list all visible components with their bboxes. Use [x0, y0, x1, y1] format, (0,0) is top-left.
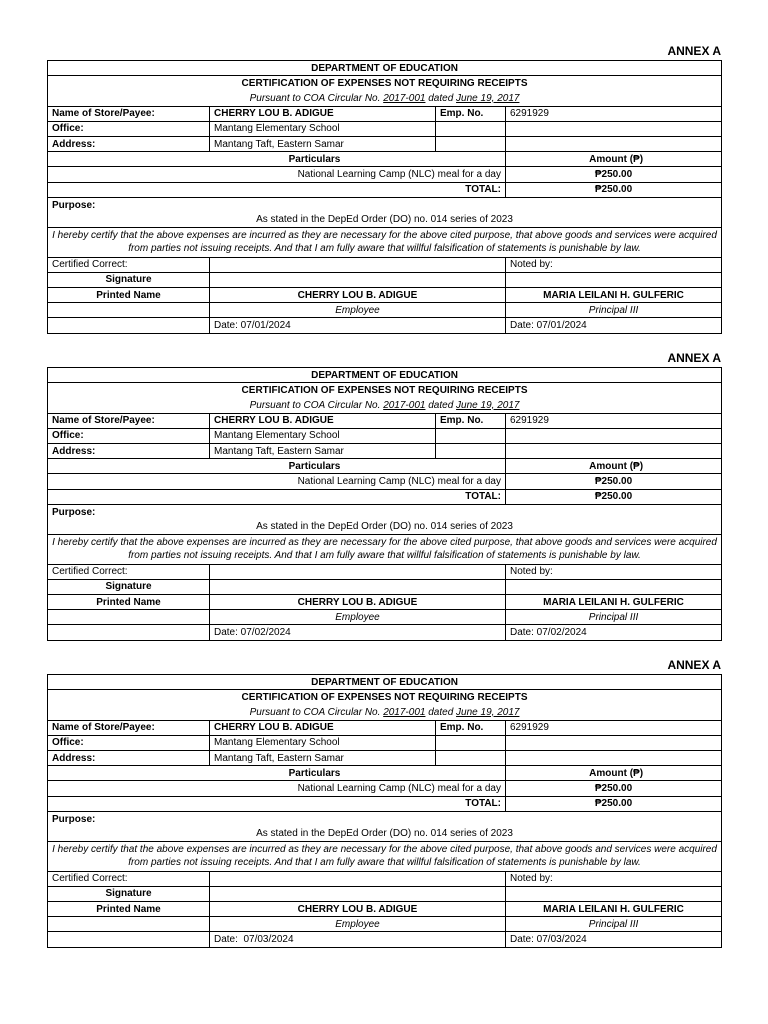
payee-value: CHERRY LOU B. ADIGUE: [210, 413, 436, 428]
annex-label: ANNEX A: [667, 44, 721, 58]
printed-name-label: Printed Name: [48, 902, 210, 917]
total-amount: ₱250.00: [506, 796, 722, 811]
particulars-header: Particulars: [48, 766, 506, 781]
certification-statement: I hereby certify that the above expenses are incurred as they are necessary for the above cited purpose, that above goods and services were acquired from parties not issuing receipts. And that I am fully aware that willful falsification of statements is punishable by law.: [48, 227, 722, 257]
address-label: Address:: [48, 750, 210, 765]
purpose-section: [48, 197, 722, 227]
payee-label: Name of Store/Payee:: [48, 413, 210, 428]
certification-table: [47, 674, 722, 948]
employee-signature-field: [210, 886, 506, 901]
employee-signature-field: [210, 272, 506, 287]
amount-header: Amount (₱): [506, 766, 722, 781]
form-title: CERTIFICATION OF EXPENSES NOT REQUIRING RECEIPTS: [48, 383, 722, 398]
annex-label: ANNEX A: [667, 351, 721, 365]
payee-value: CHERRY LOU B. ADIGUE: [210, 106, 436, 121]
circular-reference: Pursuant to COA Circular No. 2017-001 dated June 19, 2017: [48, 705, 722, 720]
principal-name: MARIA LEILANI H. GULFERIC: [506, 595, 722, 610]
signature-label: Signature: [48, 272, 210, 287]
noted-by-label: Noted by:: [506, 871, 722, 886]
emp-no-label: Emp. No.: [436, 413, 506, 428]
circular-number: 2017-001: [383, 399, 426, 411]
purpose-section: [48, 811, 722, 841]
office-label: Office:: [48, 735, 210, 750]
principal-name: MARIA LEILANI H. GULFERIC: [506, 288, 722, 303]
item-amount: ₱250.00: [506, 167, 722, 182]
payee-label: Name of Store/Payee:: [48, 106, 210, 121]
principal-signature-field: [506, 886, 722, 901]
purpose-label: Purpose:: [52, 506, 96, 518]
office-label: Office:: [48, 428, 210, 443]
signature-label: Signature: [48, 579, 210, 594]
department-heading: DEPARTMENT OF EDUCATION: [48, 368, 722, 383]
item-description: National Learning Camp (NLC) meal for a day: [48, 781, 506, 796]
principal-signature-field: [506, 272, 722, 287]
address-value: Mantang Taft, Eastern Samar: [210, 443, 436, 458]
circular-reference: Pursuant to COA Circular No. 2017-001 dated June 19, 2017: [48, 91, 722, 106]
address-value: Mantang Taft, Eastern Samar: [210, 750, 436, 765]
principal-date: Date: 07/02/2024: [506, 625, 722, 640]
printed-name-label: Printed Name: [48, 595, 210, 610]
printed-name-label: Printed Name: [48, 288, 210, 303]
purpose-text: As stated in the DepEd Order (DO) no. 014 series of 2023: [256, 520, 513, 532]
purpose-text: As stated in the DepEd Order (DO) no. 014 series of 2023: [256, 827, 513, 839]
circular-date: June 19, 2017: [456, 399, 520, 411]
principal-position: Principal III: [506, 610, 722, 625]
employee-name: CHERRY LOU B. ADIGUE: [210, 595, 506, 610]
certification-table: [47, 60, 722, 334]
purpose-label: Purpose:: [52, 813, 96, 825]
circular-number: 2017-001: [383, 706, 426, 718]
purpose-section: [48, 504, 722, 534]
total-amount: ₱250.00: [506, 489, 722, 504]
particulars-header: Particulars: [48, 152, 506, 167]
signature-label: Signature: [48, 886, 210, 901]
certification-statement: I hereby certify that the above expenses are incurred as they are necessary for the above cited purpose, that above goods and services were acquired from parties not issuing receipts. And that I am fully aware that willful falsification of statements is punishable by law.: [48, 841, 722, 871]
employee-date: Date: 07/03/2024: [210, 932, 506, 947]
certification-statement: I hereby certify that the above expenses are incurred as they are necessary for the above cited purpose, that above goods and services were acquired from parties not issuing receipts. And that I am fully aware that willful falsification of statements is punishable by law.: [48, 534, 722, 564]
item-description: National Learning Camp (NLC) meal for a day: [48, 474, 506, 489]
principal-date: Date: 07/01/2024: [506, 318, 722, 333]
item-amount: ₱250.00: [506, 474, 722, 489]
office-value: Mantang Elementary School: [210, 121, 436, 136]
principal-position: Principal III: [506, 303, 722, 318]
certified-correct-label: Certified Correct:: [48, 257, 210, 272]
address-label: Address:: [48, 443, 210, 458]
form-title: CERTIFICATION OF EXPENSES NOT REQUIRING RECEIPTS: [48, 690, 722, 705]
circular-date: June 19, 2017: [456, 706, 520, 718]
circular-date: June 19, 2017: [456, 92, 520, 104]
total-label: TOTAL:: [48, 796, 506, 811]
certified-correct-label: Certified Correct:: [48, 871, 210, 886]
emp-no-value: 6291929: [506, 413, 722, 428]
total-label: TOTAL:: [48, 182, 506, 197]
form-title: CERTIFICATION OF EXPENSES NOT REQUIRING RECEIPTS: [48, 76, 722, 91]
office-value: Mantang Elementary School: [210, 428, 436, 443]
employee-date: Date: 07/02/2024: [210, 625, 506, 640]
amount-header: Amount (₱): [506, 152, 722, 167]
noted-by-label: Noted by:: [506, 564, 722, 579]
item-description: National Learning Camp (NLC) meal for a day: [48, 167, 506, 182]
emp-no-value: 6291929: [506, 106, 722, 121]
address-label: Address:: [48, 136, 210, 151]
principal-position: Principal III: [506, 917, 722, 932]
certification-table: [47, 367, 722, 641]
employee-position: Employee: [210, 303, 506, 318]
amount-header: Amount (₱): [506, 459, 722, 474]
item-amount: ₱250.00: [506, 781, 722, 796]
noted-by-label: Noted by:: [506, 257, 722, 272]
certified-correct-label: Certified Correct:: [48, 564, 210, 579]
total-label: TOTAL:: [48, 489, 506, 504]
employee-position: Employee: [210, 917, 506, 932]
employee-signature-field: [210, 579, 506, 594]
office-label: Office:: [48, 121, 210, 136]
circular-reference: Pursuant to COA Circular No. 2017-001 dated June 19, 2017: [48, 398, 722, 413]
employee-position: Employee: [210, 610, 506, 625]
payee-label: Name of Store/Payee:: [48, 720, 210, 735]
office-value: Mantang Elementary School: [210, 735, 436, 750]
principal-name: MARIA LEILANI H. GULFERIC: [506, 902, 722, 917]
principal-date: Date: 07/03/2024: [506, 932, 722, 947]
employee-name: CHERRY LOU B. ADIGUE: [210, 902, 506, 917]
principal-signature-field: [506, 579, 722, 594]
address-value: Mantang Taft, Eastern Samar: [210, 136, 436, 151]
purpose-text: As stated in the DepEd Order (DO) no. 014 series of 2023: [256, 213, 513, 225]
particulars-header: Particulars: [48, 459, 506, 474]
emp-no-label: Emp. No.: [436, 720, 506, 735]
purpose-label: Purpose:: [52, 199, 96, 211]
emp-no-label: Emp. No.: [436, 106, 506, 121]
annex-label: ANNEX A: [667, 658, 721, 672]
emp-no-value: 6291929: [506, 720, 722, 735]
department-heading: DEPARTMENT OF EDUCATION: [48, 675, 722, 690]
department-heading: DEPARTMENT OF EDUCATION: [48, 61, 722, 76]
circular-number: 2017-001: [383, 92, 426, 104]
employee-name: CHERRY LOU B. ADIGUE: [210, 288, 506, 303]
employee-date: Date: 07/01/2024: [210, 318, 506, 333]
total-amount: ₱250.00: [506, 182, 722, 197]
payee-value: CHERRY LOU B. ADIGUE: [210, 720, 436, 735]
